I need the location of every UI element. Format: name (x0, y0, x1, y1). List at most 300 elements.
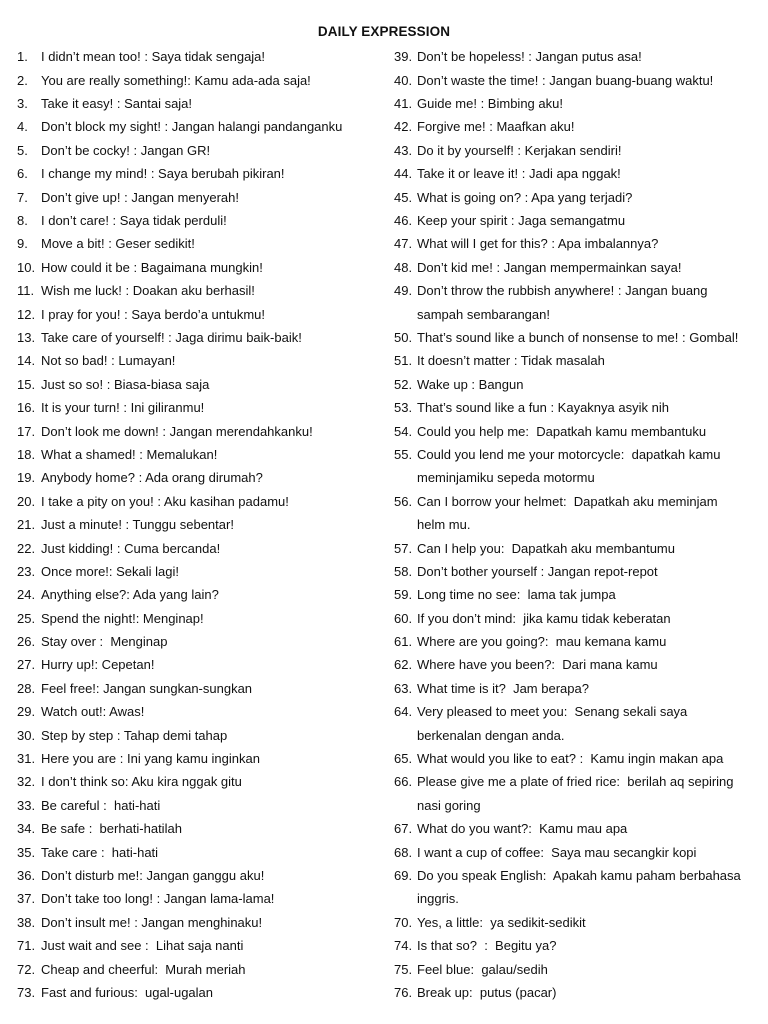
item-text (41, 256, 263, 279)
item-text (41, 92, 192, 115)
item-number: 59. (394, 587, 413, 603)
item-text-line: Just kidding! : Cuma bercanda! (41, 540, 221, 556)
item-text (417, 45, 642, 68)
expression-item (17, 770, 377, 793)
item-text-line: Feel blue: galau/sedih (417, 961, 548, 977)
item-text (41, 209, 227, 232)
item-number: 45. (394, 189, 413, 205)
item-text (41, 490, 289, 513)
expression-item (394, 69, 758, 92)
page-title: DAILY EXPRESSION (317, 24, 451, 39)
expression-item (17, 981, 377, 1004)
item-text (41, 841, 158, 864)
item-number: 41. (394, 96, 413, 112)
expression-item (394, 45, 758, 68)
item-text (417, 373, 523, 396)
expression-item (394, 677, 758, 700)
item-text (417, 396, 669, 419)
expression-item (17, 162, 377, 185)
item-text-line: Can I borrow your helmet: Dapatkah aku meminjam (417, 493, 718, 509)
item-number: 32. (17, 774, 36, 790)
item-number: 67. (394, 821, 413, 837)
item-text-line: Can I help you: Dapatkah aku membantumu (417, 540, 675, 556)
item-number: 65. (394, 751, 413, 767)
item-text (41, 232, 195, 255)
item-number: 12. (17, 306, 36, 322)
item-text-line: I take a pity on you! : Aku kasihan padamu! (41, 493, 289, 509)
item-text-line: Be safe : berhati-hatilah (41, 821, 182, 837)
expression-item (17, 513, 377, 536)
item-text (417, 209, 625, 232)
item-number: 7. (17, 189, 28, 205)
expression-item (17, 630, 377, 653)
item-text-line: How could it be : Bagaimana mungkin! (41, 259, 263, 275)
item-text-line: sampah sembarangan! (417, 306, 550, 322)
item-text (41, 677, 252, 700)
item-text-line: Wish me luck! : Doakan aku berhasil! (41, 283, 255, 299)
item-number: 14. (17, 353, 36, 369)
item-number: 24. (17, 587, 36, 603)
item-text (41, 139, 210, 162)
expression-item (394, 115, 758, 138)
item-text-line: Hurry up!: Cepetan! (41, 657, 155, 673)
item-text-line: What would you like to eat? : Kamu ingin makan apa (417, 751, 724, 767)
expression-item (394, 560, 758, 583)
item-text-line: What do you want?: Kamu mau apa (417, 821, 628, 837)
expression-item (394, 630, 758, 653)
item-text-line: Wake up : Bangun (417, 376, 524, 392)
item-text-line: meminjamiku sepeda motormu (417, 470, 595, 486)
item-text-line: berkenalan dengan anda. (417, 727, 565, 743)
item-text-line: What time is it? Jam berapa? (417, 680, 589, 696)
item-text (41, 326, 302, 349)
item-text-line: It doesn’t matter : Tidak masalah (417, 353, 605, 369)
expression-item (394, 256, 758, 279)
item-text (417, 326, 738, 349)
item-text-line: Just a minute! : Tunggu sebentar! (41, 517, 234, 533)
item-text (417, 770, 734, 817)
right-column (394, 45, 758, 1004)
item-text (41, 349, 175, 372)
item-number: 4. (17, 119, 28, 135)
item-text-line: Don’t kid me! : Jangan mempermainkan saya! (417, 259, 682, 275)
item-text-line: Don’t bother yourself : Jangan repot-repot (417, 563, 658, 579)
item-number: 63. (394, 680, 413, 696)
expression-item (394, 326, 758, 349)
item-text (417, 864, 741, 911)
item-text (417, 981, 556, 1004)
item-number: 62. (394, 657, 413, 673)
item-text (41, 45, 265, 68)
item-number: 5. (17, 142, 28, 158)
expression-item (17, 934, 377, 957)
item-number: 16. (17, 400, 36, 416)
expression-item (17, 607, 377, 630)
item-text (417, 747, 723, 770)
item-number: 25. (17, 610, 36, 626)
expression-item (394, 583, 758, 606)
item-number: 27. (17, 657, 36, 673)
item-number: 64. (394, 704, 413, 720)
expression-item (394, 162, 758, 185)
item-text (417, 186, 632, 209)
item-number: 70. (394, 914, 413, 930)
item-text (417, 630, 666, 653)
item-text (41, 958, 246, 981)
expression-item (394, 209, 758, 232)
item-text-line: Cheap and cheerful: Murah meriah (41, 961, 246, 977)
item-text-line: I change my mind! : Saya berubah pikiran! (41, 166, 285, 182)
expression-item (394, 770, 758, 817)
item-number: 43. (394, 142, 413, 158)
item-text (41, 887, 274, 910)
item-text-line: Once more!: Sekali lagi! (41, 563, 180, 579)
item-text (417, 958, 548, 981)
expression-item (394, 92, 758, 115)
item-text (41, 466, 263, 489)
item-text (417, 537, 675, 560)
expression-item (17, 256, 377, 279)
item-text (41, 420, 313, 443)
item-text (417, 139, 621, 162)
left-column (17, 45, 377, 1004)
item-text (41, 373, 209, 396)
item-text-line: Long time no see: lama tak jumpa (417, 587, 616, 603)
item-text-line: Don’t be hopeless! : Jangan putus asa! (417, 49, 642, 65)
item-number: 31. (17, 751, 36, 767)
item-text (41, 186, 239, 209)
expression-item (17, 45, 377, 68)
expression-item (17, 69, 377, 92)
item-number: 15. (17, 376, 36, 392)
item-number: 60. (394, 610, 413, 626)
item-text (41, 724, 227, 747)
item-text-line: Take it or leave it! : Jadi apa nggak! (417, 166, 621, 182)
item-text-line: I don’t think so: Aku kira nggak gitu (41, 774, 242, 790)
expression-item (17, 724, 377, 747)
expression-item (394, 537, 758, 560)
item-text (41, 817, 182, 840)
item-number: 49. (394, 283, 413, 299)
expression-item (17, 92, 377, 115)
item-text-line: Take it easy! : Santai saja! (41, 96, 193, 112)
expression-item (17, 864, 377, 887)
expression-item (17, 747, 377, 770)
expression-item (394, 700, 758, 747)
expression-item (17, 139, 377, 162)
item-text (41, 911, 262, 934)
item-number: 6. (17, 166, 28, 182)
item-number: 19. (17, 470, 36, 486)
item-text-line: Where are you going?: mau kemana kamu (417, 634, 667, 650)
item-text-line: Take care of yourself! : Jaga dirimu baik-baik! (41, 329, 302, 345)
expression-item (17, 490, 377, 513)
item-number: 3. (17, 96, 28, 112)
expression-item (17, 887, 377, 910)
item-number: 21. (17, 517, 36, 533)
expression-item (394, 817, 758, 840)
item-number: 47. (394, 236, 413, 252)
item-text-line: Just so so! : Biasa-biasa saja (41, 376, 210, 392)
item-text-line: Watch out!: Awas! (41, 704, 145, 720)
expression-item (394, 911, 758, 934)
item-text (41, 115, 342, 138)
item-text (417, 256, 681, 279)
expression-item (17, 466, 377, 489)
item-text (417, 560, 658, 583)
item-number: 44. (394, 166, 413, 182)
item-text-line: Yes, a little: ya sedikit-sedikit (417, 914, 586, 930)
item-text-line: Just wait and see : Lihat saja nanti (41, 938, 244, 954)
expression-item (394, 747, 758, 770)
item-number: 10. (17, 259, 36, 275)
item-number: 48. (394, 259, 413, 275)
item-text (417, 841, 696, 864)
item-text-line: Spend the night!: Menginap! (41, 610, 204, 626)
expression-item (394, 396, 758, 419)
item-number: 37. (17, 891, 36, 907)
item-text (41, 653, 154, 676)
item-number: 73. (17, 984, 36, 1000)
item-text (41, 981, 213, 1004)
item-text (41, 303, 265, 326)
item-text (417, 700, 687, 747)
expression-item (17, 817, 377, 840)
expression-item (394, 349, 758, 372)
item-number: 9. (17, 236, 28, 252)
item-text-line: Here you are : Ini yang kamu inginkan (41, 751, 260, 767)
item-text-line: Anybody home? : Ada orang dirumah? (41, 470, 263, 486)
item-text-line: That’s sound like a fun : Kayaknya asyik nih (417, 400, 669, 416)
item-number: 17. (17, 423, 36, 439)
item-number: 61. (394, 634, 413, 650)
expression-item (17, 911, 377, 934)
expression-item (17, 583, 377, 606)
expression-item (17, 349, 377, 372)
expression-item (394, 232, 758, 255)
item-number: 46. (394, 213, 413, 229)
item-number: 50. (394, 329, 413, 345)
item-text (417, 69, 713, 92)
expression-item (17, 232, 377, 255)
item-number: 13. (17, 329, 36, 345)
item-text-line: What a shamed! : Memalukan! (41, 446, 218, 462)
expression-item (394, 607, 758, 630)
expression-item (17, 303, 377, 326)
item-number: 52. (394, 376, 413, 392)
item-text-line: I pray for you! : Saya berdo’a untukmu! (41, 306, 266, 322)
item-text (417, 583, 616, 606)
expression-item (17, 677, 377, 700)
item-text-line: Don’t block my sight! : Jangan halangi pandanganku (41, 119, 343, 135)
item-number: 42. (394, 119, 413, 135)
item-number: 51. (394, 353, 413, 369)
item-text (417, 443, 721, 490)
item-text-line: Could you help me: Dapatkah kamu membantuku (417, 423, 707, 439)
item-text (417, 162, 621, 185)
item-text-line: Keep your spirit : Jaga semangatmu (417, 213, 626, 229)
expression-item (17, 958, 377, 981)
expression-item (17, 115, 377, 138)
expression-item (394, 186, 758, 209)
item-text-line: Don’t look me down! : Jangan merendahkanku! (41, 423, 313, 439)
item-number: 72. (17, 961, 36, 977)
item-text (41, 700, 144, 723)
expression-item (17, 420, 377, 443)
item-text (41, 560, 179, 583)
expression-item (17, 279, 377, 302)
item-text-line: Don’t waste the time! : Jangan buang-buang waktu! (417, 72, 714, 88)
expression-item (17, 653, 377, 676)
item-text-line: Stay over : Menginap (41, 634, 168, 650)
item-text (41, 794, 160, 817)
item-text-line: Anything else?: Ada yang lain? (41, 587, 219, 603)
item-number: 57. (394, 540, 413, 556)
item-text-line: nasi goring (417, 797, 481, 813)
expression-item (394, 373, 758, 396)
item-text-line: Where have you been?: Dari mana kamu (417, 657, 658, 673)
item-text-line: Very pleased to meet you: Senang sekali saya (417, 704, 688, 720)
item-text-line: I don’t care! : Saya tidak perduli! (41, 213, 227, 229)
item-text (41, 583, 219, 606)
item-text-line: Do it by yourself! : Kerjakan sendiri! (417, 142, 622, 158)
item-text-line: You are really something!: Kamu ada-ada saja! (41, 72, 311, 88)
expression-item (394, 653, 758, 676)
expression-item (394, 490, 758, 537)
item-text-line: Take care : hati-hati (41, 844, 159, 860)
item-text-line: Feel free!: Jangan sungkan-sungkan (41, 680, 253, 696)
item-number: 33. (17, 797, 36, 813)
expression-item (17, 700, 377, 723)
item-number: 53. (394, 400, 413, 416)
expression-item (394, 981, 758, 1004)
item-text (41, 69, 311, 92)
item-number: 54. (394, 423, 413, 439)
expression-item (17, 326, 377, 349)
expression-item (394, 864, 758, 911)
item-text-line: Please give me a plate of fried rice: berilah aq sepiring (417, 774, 734, 790)
item-text (417, 349, 605, 372)
item-text-line: Don’t be cocky! : Jangan GR! (41, 142, 211, 158)
item-text-line: Do you speak English: Apakah kamu paham berbahasa (417, 867, 741, 883)
item-text (41, 934, 243, 957)
expression-item (17, 794, 377, 817)
expression-item (17, 443, 377, 466)
item-text-line: That’s sound like a bunch of nonsense to me! : Gombal! (417, 329, 739, 345)
item-text (41, 607, 204, 630)
item-text-line: Is that so? : Begitu ya? (417, 938, 557, 954)
item-text-line: inggris. (417, 891, 459, 907)
expression-item (394, 139, 758, 162)
item-text-line: Not so bad! : Lumayan! (41, 353, 176, 369)
item-text (417, 934, 556, 957)
item-text (41, 443, 217, 466)
expression-item (17, 537, 377, 560)
item-text (41, 279, 255, 302)
item-text-line: Don’t disturb me!: Jangan ganggu aku! (41, 867, 265, 883)
item-text (417, 279, 708, 326)
item-text (417, 115, 575, 138)
expression-item (17, 209, 377, 232)
item-text-line: It is your turn! : Ini giliranmu! (41, 400, 205, 416)
item-text (41, 513, 234, 536)
expression-item (394, 279, 758, 326)
item-text (417, 911, 586, 934)
item-text (417, 420, 706, 443)
expression-item (17, 186, 377, 209)
item-number: 74. (394, 938, 413, 954)
item-text (417, 653, 658, 676)
item-text-line: If you don’t mind: jika kamu tidak keberatan (417, 610, 671, 626)
expression-item (394, 958, 758, 981)
item-number: 76. (394, 984, 413, 1000)
item-number: 40. (394, 72, 413, 88)
item-text (417, 607, 671, 630)
item-text-line: Be careful : hati-hati (41, 797, 161, 813)
item-number: 8. (17, 213, 28, 229)
item-number: 56. (394, 493, 413, 509)
expression-item (394, 841, 758, 864)
item-text-line: Step by step : Tahap demi tahap (41, 727, 228, 743)
item-number: 58. (394, 563, 413, 579)
item-number: 30. (17, 727, 36, 743)
item-text-line: Forgive me! : Maafkan aku! (417, 119, 575, 135)
item-text-line: What will I get for this? : Apa imbalannya? (417, 236, 659, 252)
item-text-line: Guide me! : Bimbing aku! (417, 96, 563, 112)
expression-item (17, 560, 377, 583)
item-text-line: Don’t take too long! : Jangan lama-lama! (41, 891, 275, 907)
item-number: 28. (17, 680, 36, 696)
item-text (417, 232, 658, 255)
item-number: 20. (17, 493, 36, 509)
item-text (41, 396, 204, 419)
expression-item (17, 841, 377, 864)
item-number: 68. (394, 844, 413, 860)
item-number: 26. (17, 634, 36, 650)
item-number: 39. (394, 49, 413, 65)
item-number: 55. (394, 446, 413, 462)
expression-item (394, 934, 758, 957)
item-number: 35. (17, 844, 36, 860)
item-text (41, 864, 264, 887)
expression-item (17, 373, 377, 396)
item-number: 36. (17, 867, 36, 883)
item-text-line: What is going on? : Apa yang terjadi? (417, 189, 633, 205)
item-number: 18. (17, 446, 36, 462)
item-number: 66. (394, 774, 413, 790)
item-number: 34. (17, 821, 36, 837)
item-text-line: Break up: putus (pacar) (417, 984, 557, 1000)
item-text-line: I didn’t mean too! : Saya tidak sengaja! (41, 49, 266, 65)
item-number: 11. (17, 283, 35, 299)
expression-item (17, 396, 377, 419)
item-text-line: Fast and furious: ugal-ugalan (41, 984, 213, 1000)
item-number: 22. (17, 540, 36, 556)
item-text-line: Could you lend me your motorcycle: dapatkah kamu (417, 446, 721, 462)
item-number: 75. (394, 961, 413, 977)
expression-item (394, 420, 758, 443)
item-text-line: I want a cup of coffee: Saya mau secangkir kopi (417, 844, 697, 860)
expression-item (394, 443, 758, 490)
item-text (417, 92, 563, 115)
item-text-line: Don’t give up! : Jangan menyerah! (41, 189, 240, 205)
item-number: 23. (17, 563, 36, 579)
item-text (41, 747, 260, 770)
item-number: 69. (394, 867, 413, 883)
item-number: 29. (17, 704, 36, 720)
item-number: 38. (17, 914, 36, 930)
item-number: 71. (17, 938, 36, 954)
